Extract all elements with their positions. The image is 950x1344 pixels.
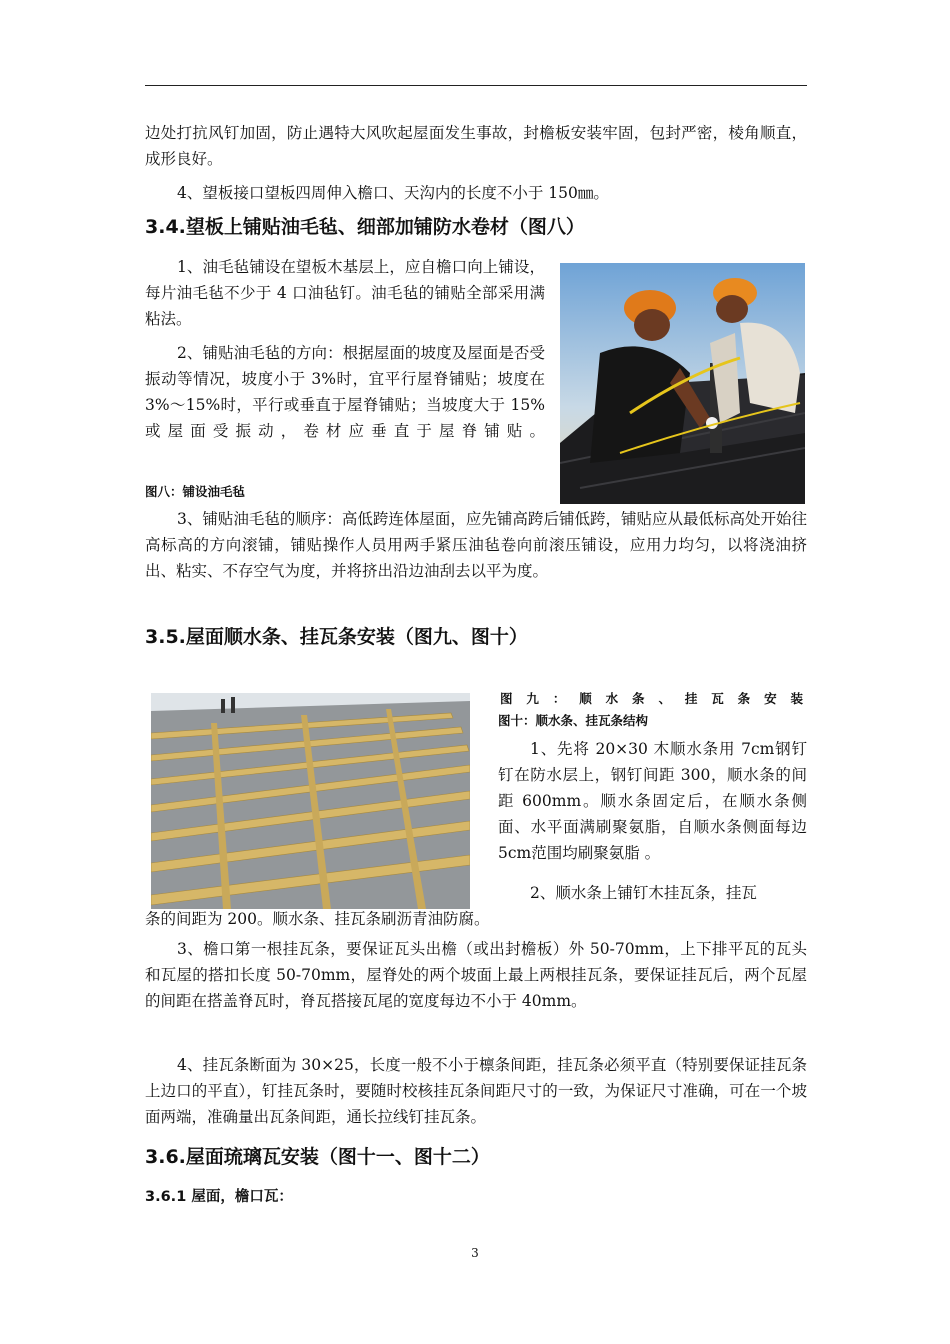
paragraph-battens-2a: 2、顺水条上铺钉木挂瓦条，挂瓦 [530,884,757,902]
header-rule [145,85,807,86]
subsection-heading-3-6-1: 3.6.1 屋面，檐口瓦： [145,1189,293,1205]
section-heading-3-4: 3.4.望板上铺贴油毛毡、细部加铺防水卷材（图八） [145,216,585,238]
paragraph-felt-1: 1、油毛毡铺设在望板木基层上，应自檐口向上铺设，每片油毛毡不少于 4 口油毡钉。油毛毡的铺贴全部采用满粘法。 [145,258,545,328]
section-heading-3-5: 3.5.屋面顺水条、挂瓦条安装（图九、图十） [145,626,528,648]
paragraph-battens-4: 4、挂瓦条断面为 30×25，长度一般不小于檩条间距，挂瓦条必须平直（特别要保证挂瓦条上边口的平直），钉挂瓦条时，要随时校核挂瓦条间距尺寸的一致，为保证尺寸准确，可在一个坡面两端，准确量出瓦条间距，通长拉线钉挂瓦条。 [145,1056,807,1126]
figure-caption-10: 图十：顺水条、挂瓦条结构 [498,713,649,728]
page-number: 3 [471,1246,479,1260]
paragraph-battens-3: 3、檐口第一根挂瓦条，要保证瓦头出檐（或出封檐板）外 50-70mm，上下排平瓦的瓦头和瓦屋的搭扣长度 50-70mm，屋脊处的两个坡面上最上两根挂瓦条，要保证挂瓦后，两个瓦屋的间距在搭盖脊瓦时，脊瓦搭接瓦尾的宽度每边不小于 40mm。 [145,940,807,1010]
paragraph-felt-2: 2、铺贴油毛毡的方向：根据屋面的坡度及屋面是否受振动等情况，坡度小于 3%时，宜平行屋脊铺贴；坡度在 3%～15%时，平行或垂直于屋脊铺贴；当坡度大于 15%或屋面受振动，卷材应垂直于屋脊铺贴。 [145,344,545,440]
paragraph-felt-3: 3、铺贴油毛毡的顺序：高低跨连体屋面，应先铺高跨后铺低跨，铺贴应从最低标高处开始往高标高的方向滚铺，铺贴操作人员用两手紧压油毡卷向前滚压铺设，应用力均匀，以将浇油挤出、粘实、不存空气为度，并将挤出沿边油刮去以平为度。 [145,510,807,580]
paragraph-battens-2b: 条的间距为 200。顺水条、挂瓦条刷沥青油防腐。 [145,910,490,928]
paragraph-continued: 边处打抗风钉加固，防止遇特大风吹起屋面发生事故，封檐板安装牢固，包封严密，棱角顺直，成形良好。 [145,124,807,168]
photo-workers-laying-felt [560,263,805,504]
figure-caption-8: 图八：铺设油毛毡 [145,484,246,499]
section-heading-3-6: 3.6.屋面琉璃瓦安装（图十一、图十二） [145,1146,490,1168]
paragraph-item-4: 4、望板接口望板四周伸入檐口、天沟内的长度不小于 150㎜。 [177,184,609,202]
paragraph-battens-1: 1、先将 20×30 木顺水条用 7cm钢钉钉在防水层上，钢钉间距 300，顺水条的间距 600mm。顺水条固定后，在顺水条侧面、水平面满刷聚氨脂，自顺水条侧面每边 5cm范围均刷聚氨脂 。 [498,740,807,862]
photo-battens-installation [151,693,470,909]
figure-caption-9: 图九：顺水条、挂瓦条安装 [500,691,807,706]
